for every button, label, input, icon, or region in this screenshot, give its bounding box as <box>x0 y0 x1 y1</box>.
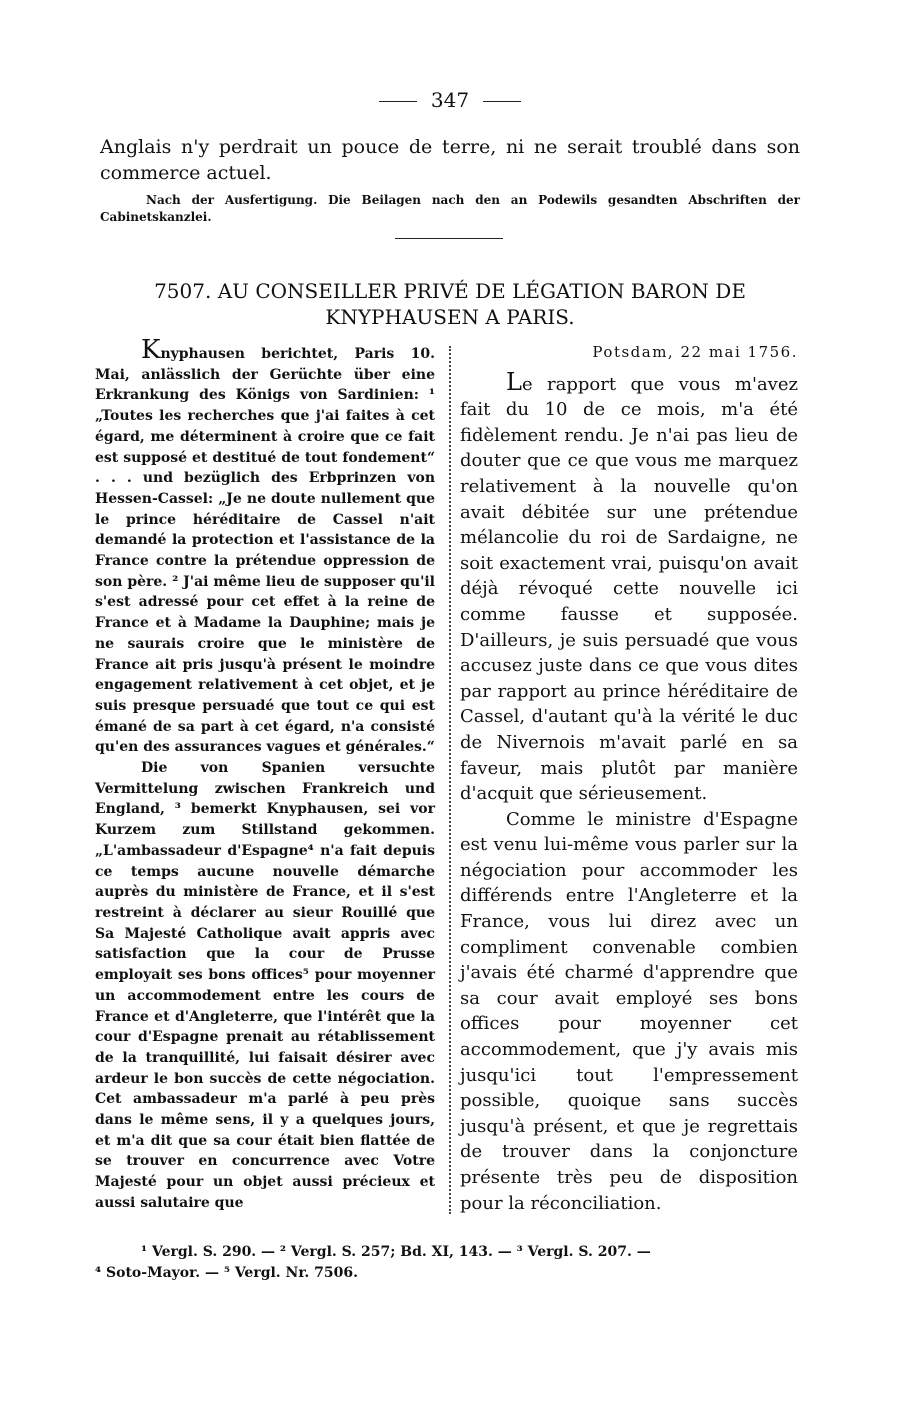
source-note: Nach der Ausfertigung. Die Beilagen nach den an Podewils gesandten Abschriften der Cabinetskanzlei. <box>100 193 800 224</box>
summary-paragraph-1 <box>95 335 435 758</box>
header-rule-left <box>379 101 417 102</box>
page-header <box>0 88 900 112</box>
summary-initial: K <box>141 335 161 365</box>
footnote-line-1: ¹ Vergl. S. 290. — ² Vergl. S. 257; Bd. XI, 143. — ³ Vergl. S. 207. — <box>141 1244 651 1260</box>
right-column-letter <box>460 340 798 1216</box>
letter-initial: L <box>506 367 522 396</box>
document-heading <box>100 278 800 330</box>
column-divider <box>449 346 451 1214</box>
letter-paragraph-2: Comme le ministre d'Espagne est venu lui-même vous parler sur la négociation pour accommoder les différends entre l'Angleterre et la France, vous lui direz avec un compliment convenable combien j'avais été charmé d'apprendre que sa cour avait employé ses bons offices pour moyenner cet accommodement, que j'y avais mis jusqu'ici tout l'empressement possible, quoique sans succès jusqu'à présent, et que je regrettais de trouver dans la conjoncture présente très peu de disposition pour la réconciliation. <box>460 808 798 1214</box>
left-column-summary <box>95 335 435 1214</box>
document-number: 7507. <box>154 279 212 303</box>
summary-paragraph-1-text: nyphausen berichtet, Paris 10. Mai, anlässlich der Gerüchte über eine Erkrankung des Königs von Sardinien: ¹ „Toutes les recherches que j'ai faites à cet égard, me déterminent à croire que ce fait est supposé et destitué de tout fondement“ . . . und bezüglich des Erbprinzen von Hessen-Cassel: „Je ne doute nullement que le prince héréditaire de Cassel n'ait demandé la protection et l'assistance de la France contre la prétendue oppression de son père. ² J'ai même lieu de supposer qu'il s'est adressé pour cet effet à la reine de France et à Madame la Dauphine; mais je ne saurais croire que le ministère de France ait pris jusqu'à présent le moindre engagement relativement à cet objet, et je suis presque persuadé que tout ce qui est émané de sa part à cet égard, n'a consisté qu'en des assurances vagues et générales.“ <box>95 346 435 756</box>
summary-paragraph-2: Die von Spanien versuchte Vermittelung zwischen Frankreich und England, ³ bemerkt Knyphausen, sei vor Kurzem zum Stillstand gekommen. „L'ambassadeur d'Espagne⁴ n'a fait depuis ce temps aucune nouvelle démarche auprès du ministère de France, et il s'est restreint à déclarer au sieur Rouillé que Sa Majesté Catholique avait appris avec satisfaction que la cour de Prusse employait ses bons offices⁵ pour moyenner un accommodement entre les cours de France et d'Angleterre, que l'intérêt que la cour d'Espagne prenait au rétablissement de la tranquillité, lui faisait désirer avec ardeur le bon succès de cette négociation. Cet ambassadeur m'a parlé à peu près dans le même sens, il y a quelques jours, et m'a dit que sa cour était bien flattée de se trouver en concurrence avec Votre Majesté pour un objet aussi précieux et aussi salutaire que <box>95 760 435 1211</box>
footnotes <box>95 1242 800 1284</box>
carryover-paragraph: Anglais n'y perdrait un pouce de terre, ni ne serait troublé dans son commerce actuel. <box>100 136 800 184</box>
letter-paragraph-1-text: e rapport que vous m'avez fait du 10 de ce mois, m'a été fidèlement rendu. Je n'ai pas lieu de douter que ce que vous me marquez relativement à la nouvelle qu'on avait débitée sur une prétendue mélancolie du roi de Sardaigne, ne soit exactement vrai, puisqu'on avait déjà révoqué cette nouvelle ici comme fausse et supposée. D'ailleurs, je suis persuadé que vous accusez juste dans ce que vous dites par rapport au prince héréditaire de Cassel, d'autant qu'à la vérité le duc de Nivernois m'avait parlé en sa faveur, mais plutôt par manière d'acquit que sérieusement. <box>460 373 798 805</box>
footnote-line-2: ⁴ Soto-Mayor. — ⁵ Vergl. Nr. 7506. <box>95 1265 359 1281</box>
section-divider <box>395 238 503 239</box>
document-title-line1: AU CONSEILLER PRIVÉ DE LÉGATION BARON DE <box>217 279 746 303</box>
page-number: 347 <box>430 88 470 112</box>
document-title-line2: KNYPHAUSEN A PARIS. <box>325 305 575 329</box>
header-rule-right <box>483 101 521 102</box>
letter-paragraph-1 <box>460 367 798 807</box>
dateline: Potsdam, 22 mai 1756. <box>592 343 798 361</box>
